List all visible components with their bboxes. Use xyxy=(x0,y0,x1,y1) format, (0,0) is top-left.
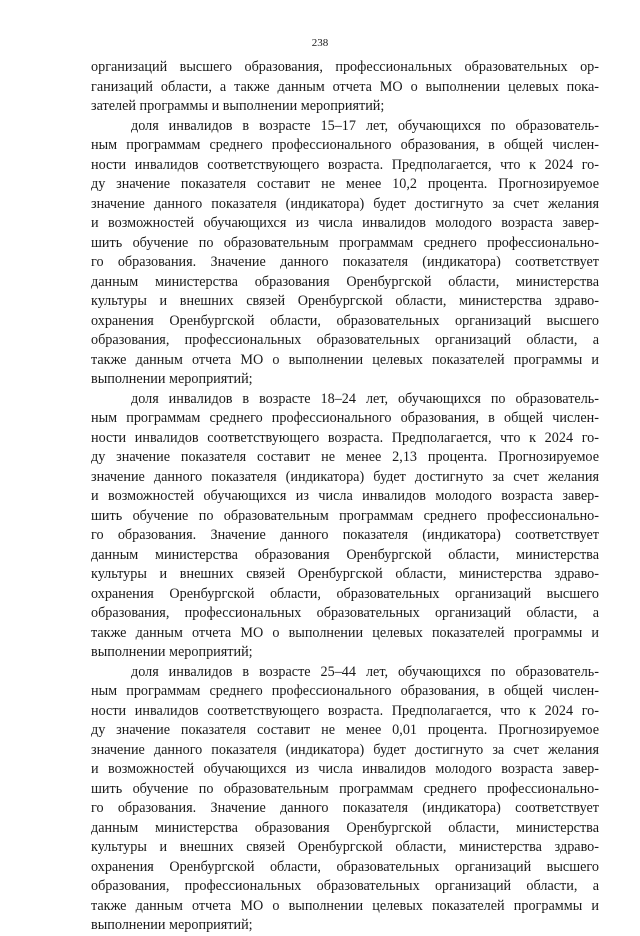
text-line: ным программам среднего профессионального образования, в общей числен- xyxy=(91,410,599,426)
text-line: охранения Оренбургской области, образовательных организаций высшего xyxy=(91,312,599,329)
text-line: также данным отчета МО о выполнении целевых показателей программы и xyxy=(91,897,599,914)
text-line: данным министерства образования Оренбургской области, министерства xyxy=(91,819,599,836)
text-line: го образования. Значение данного показателя (индикатора) соответствует xyxy=(91,254,599,270)
text-line: данным министерства образования Оренбургской области, министерства xyxy=(91,273,599,290)
text-line: культуры и внешних связей Оренбургской области, министерства здраво- xyxy=(91,293,599,309)
page-number: 238 xyxy=(311,37,329,49)
text-line: данным министерства образования Оренбургской области, министерства xyxy=(91,546,599,563)
text-line: ду значение показателя составит не менее 0,01 процента. Прогнозируемое xyxy=(91,722,599,738)
paragraph-age-15-17 xyxy=(91,117,599,390)
text-line: доля инвалидов в возрасте 18–24 лет, обучающихся по образователь- xyxy=(131,390,599,407)
text-line: культуры и внешних связей Оренбургской области, министерства здраво- xyxy=(91,566,599,582)
text-line: и возможностей обучающихся из числа инвалидов молодого возраста завер- xyxy=(91,215,599,231)
text-line: ным программам среднего профессионального образования, в общей числен- xyxy=(91,137,599,153)
paragraph-continuation xyxy=(91,58,599,117)
text-line: и возможностей обучающихся из числа инвалидов молодого возраста завер- xyxy=(91,488,599,504)
text-line: шить обучение по образовательным программам среднего профессионально- xyxy=(91,234,599,251)
text-line: также данным отчета МО о выполнении целевых показателей программы и xyxy=(91,351,599,368)
paragraph-age-18-24 xyxy=(91,390,599,663)
paragraph-age-25-44 xyxy=(91,663,599,936)
text-line: доля инвалидов в возрасте 15–17 лет, обучающихся по образователь- xyxy=(131,117,599,134)
text-line: охранения Оренбургской области, образовательных организаций высшего xyxy=(91,858,599,875)
text-line: зателей программы и выполнении мероприятий; xyxy=(91,98,385,114)
text-line: образования, профессиональных образовательных организаций области, а xyxy=(91,332,599,348)
text-line: ду значение показателя составит не менее 10,2 процента. Прогнозируемое xyxy=(91,176,599,192)
text-line: ности инвалидов соответствующего возраста. Предполагается, что к 2024 го- xyxy=(91,156,599,173)
text-line: ганизаций области, а также данным отчета МО о выполнении целевых пока- xyxy=(91,78,599,95)
text-line: значение данного показателя (индикатора) будет достигнуто за счет желания xyxy=(91,468,599,485)
text-line: значение данного показателя (индикатора) будет достигнуто за счет желания xyxy=(91,741,599,758)
text-line: образования, профессиональных образовательных организаций области, а xyxy=(91,878,599,894)
text-line: шить обучение по образовательным программам среднего профессионально- xyxy=(91,780,599,797)
text-line: также данным отчета МО о выполнении целевых показателей программы и xyxy=(91,624,599,641)
text-line: доля инвалидов в возрасте 25–44 лет, обучающихся по образователь- xyxy=(131,663,599,680)
text-line: шить обучение по образовательным программам среднего профессионально- xyxy=(91,507,599,524)
text-line: го образования. Значение данного показателя (индикатора) соответствует xyxy=(91,527,599,543)
text-line: ности инвалидов соответствующего возраста. Предполагается, что к 2024 го- xyxy=(91,702,599,719)
text-line: значение данного показателя (индикатора) будет достигнуто за счет желания xyxy=(91,195,599,212)
text-line: охранения Оренбургской области, образовательных организаций высшего xyxy=(91,585,599,602)
text-line: выполнении мероприятий; xyxy=(91,371,253,387)
text-line: го образования. Значение данного показателя (индикатора) соответствует xyxy=(91,800,599,816)
text-line: выполнении мероприятий; xyxy=(91,644,253,660)
text-line: образования, профессиональных образовательных организаций области, а xyxy=(91,605,599,621)
text-line: ным программам среднего профессионального образования, в общей числен- xyxy=(91,683,599,699)
text-line: и возможностей обучающихся из числа инвалидов молодого возраста завер- xyxy=(91,761,599,777)
text-line: культуры и внешних связей Оренбургской области, министерства здраво- xyxy=(91,839,599,855)
text-line: организаций высшего образования, профессиональных образовательных ор- xyxy=(91,59,599,75)
text-line: ности инвалидов соответствующего возраста. Предполагается, что к 2024 го- xyxy=(91,429,599,446)
text-line: выполнении мероприятий; xyxy=(91,917,253,933)
text-line: ду значение показателя составит не менее 2,13 процента. Прогнозируемое xyxy=(91,449,599,465)
